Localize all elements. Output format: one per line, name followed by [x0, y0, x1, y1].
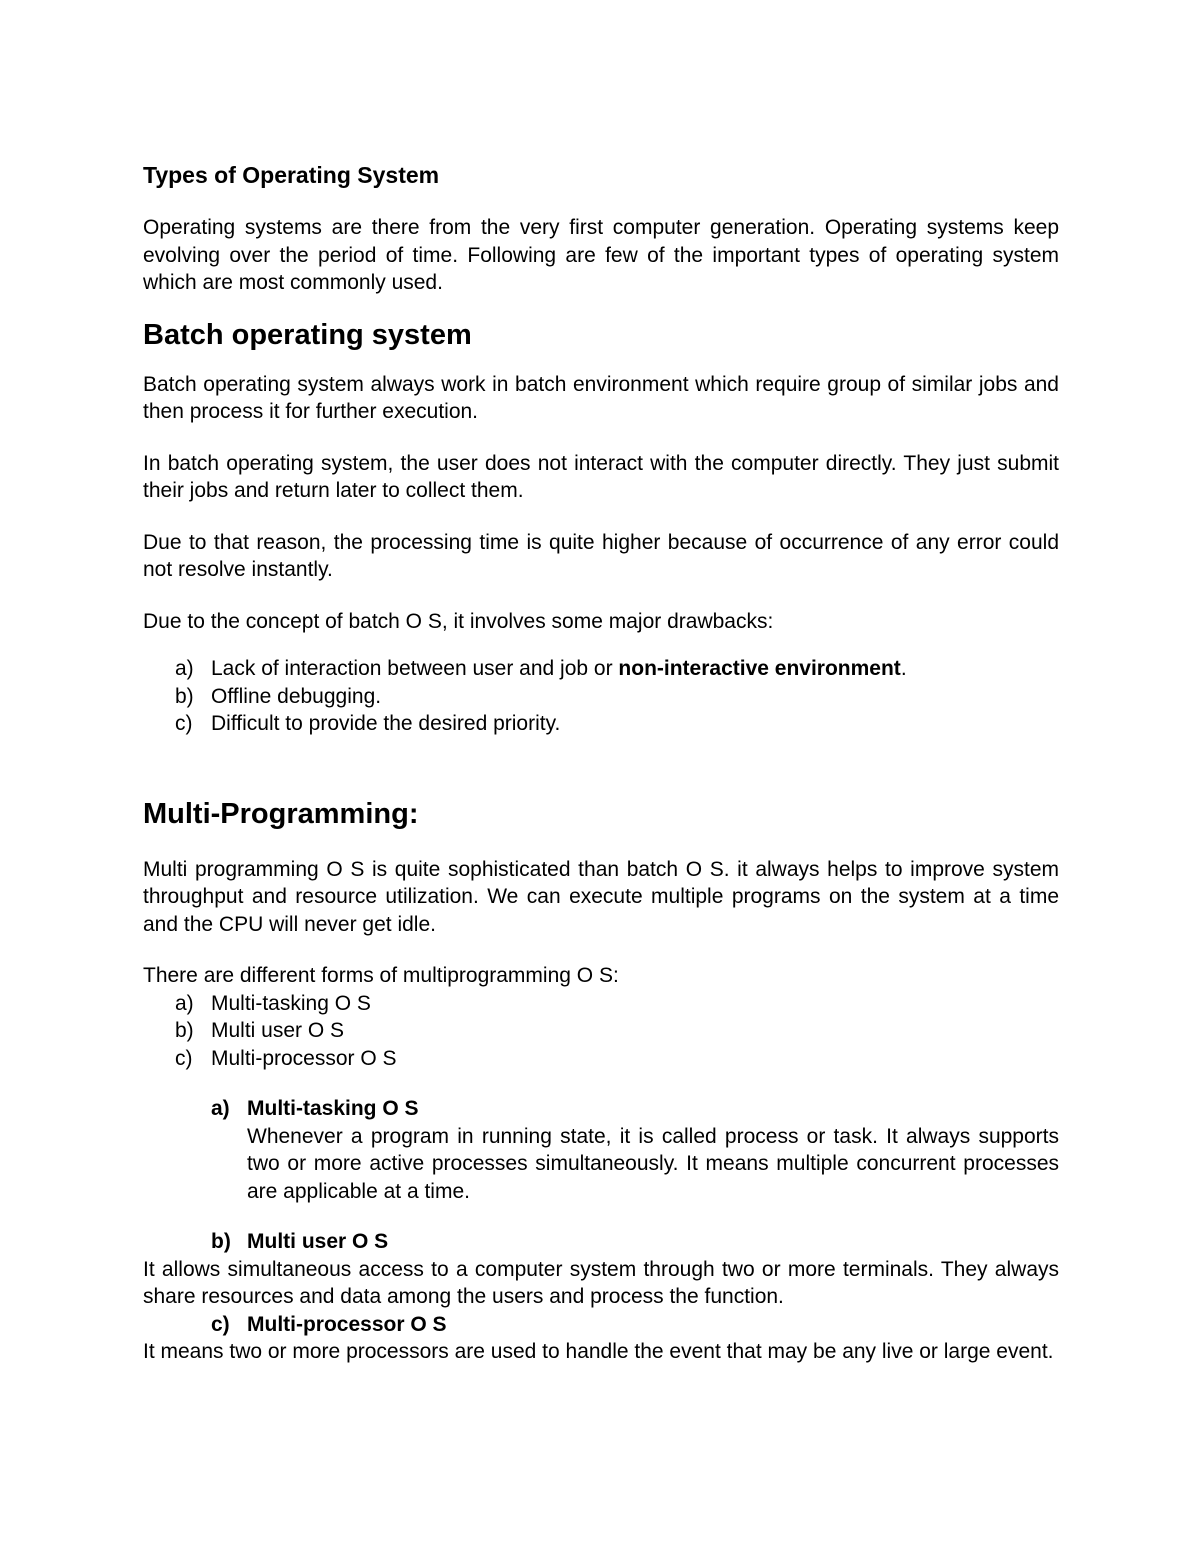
list-item — [143, 990, 1059, 1018]
list-marker: c) — [175, 712, 193, 735]
list-item-bold-text: non-interactive environment — [618, 657, 901, 680]
list-marker: b) — [175, 1019, 194, 1042]
list-item — [143, 710, 1059, 738]
list-item — [143, 1045, 1059, 1073]
forms-list — [143, 990, 1059, 1073]
subheading-text: Multi-processor O S — [247, 1312, 447, 1336]
subheading-text: Multi user O S — [247, 1230, 389, 1253]
list-item-text: Difficult to provide the desired priority. — [211, 712, 561, 735]
list-item-text: Multi user O S — [211, 1019, 345, 1042]
multiprocessor-subheading — [143, 1311, 1059, 1339]
multitasking-subheading — [143, 1095, 1059, 1123]
list-marker: a) — [175, 991, 194, 1015]
list-item — [143, 655, 1059, 683]
multiprogramming-paragraph: Multi programming O S is quite sophisticated than batch O S. it always helps to improve system throughput and resource utilization. We can execute multiple programs on the system at a time and the CPU will never get idle. — [143, 857, 1059, 936]
batch-paragraph-2: In batch operating system, the user does not interact with the computer directly. They just submit their jobs and return later to collect them. — [143, 451, 1059, 502]
intro-paragraph: Operating systems are there from the very first computer generation. Operating systems keep evolving over the period of time. Following are few of the important types of operating system which are most commonly used. — [143, 216, 1059, 294]
batch-paragraph-1: Batch operating system always work in batch environment which require group of similar jobs and then process it for further execution. — [143, 372, 1059, 423]
multiuser-subheading — [143, 1228, 1059, 1256]
batch-paragraph-3: Due to that reason, the processing time is quite higher because of occurrence of any error could not resolve instantly. — [143, 530, 1059, 581]
multiuser-paragraph: It allows simultaneous access to a computer system through two or more terminals. They always share resources and data among the users and process the function. — [143, 1257, 1059, 1308]
document-title: Types of Operating System — [143, 162, 440, 188]
list-item — [143, 683, 1059, 711]
list-item-tail: . — [900, 657, 907, 680]
list-item-text: Multi-processor O S — [211, 1046, 397, 1070]
document-page — [143, 160, 1059, 1366]
list-item-text: Multi-tasking O S — [211, 991, 371, 1015]
multitasking-paragraph: Whenever a program in running state, it is called process or task. It always supports two or more active processes simultaneously. It means multiple concurrent processes are applicable at a time. — [247, 1124, 1059, 1203]
list-marker: c) — [175, 1046, 193, 1070]
subheading-marker: b) — [211, 1230, 231, 1253]
subheading-marker: c) — [211, 1312, 230, 1336]
list-marker: a) — [175, 657, 194, 680]
multiprogramming-heading: Multi-Programming: — [143, 797, 419, 830]
subheading-text: Multi-tasking O S — [247, 1097, 419, 1120]
batch-paragraph-4: Due to the concept of batch O S, it involves some major drawbacks: — [143, 609, 774, 633]
drawbacks-list — [143, 655, 1059, 738]
list-item-text: Lack of interaction between user and job or — [211, 657, 619, 680]
subheading-marker: a) — [211, 1097, 230, 1120]
multiprocessor-paragraph: It means two or more processors are used to handle the event that may be any live or large event. — [143, 1340, 1054, 1363]
forms-intro: There are different forms of multiprogramming O S: — [143, 964, 619, 987]
batch-heading: Batch operating system — [143, 318, 472, 351]
list-item — [143, 1017, 1059, 1045]
list-item-text: Offline debugging. — [211, 684, 382, 708]
list-marker: b) — [175, 684, 194, 708]
